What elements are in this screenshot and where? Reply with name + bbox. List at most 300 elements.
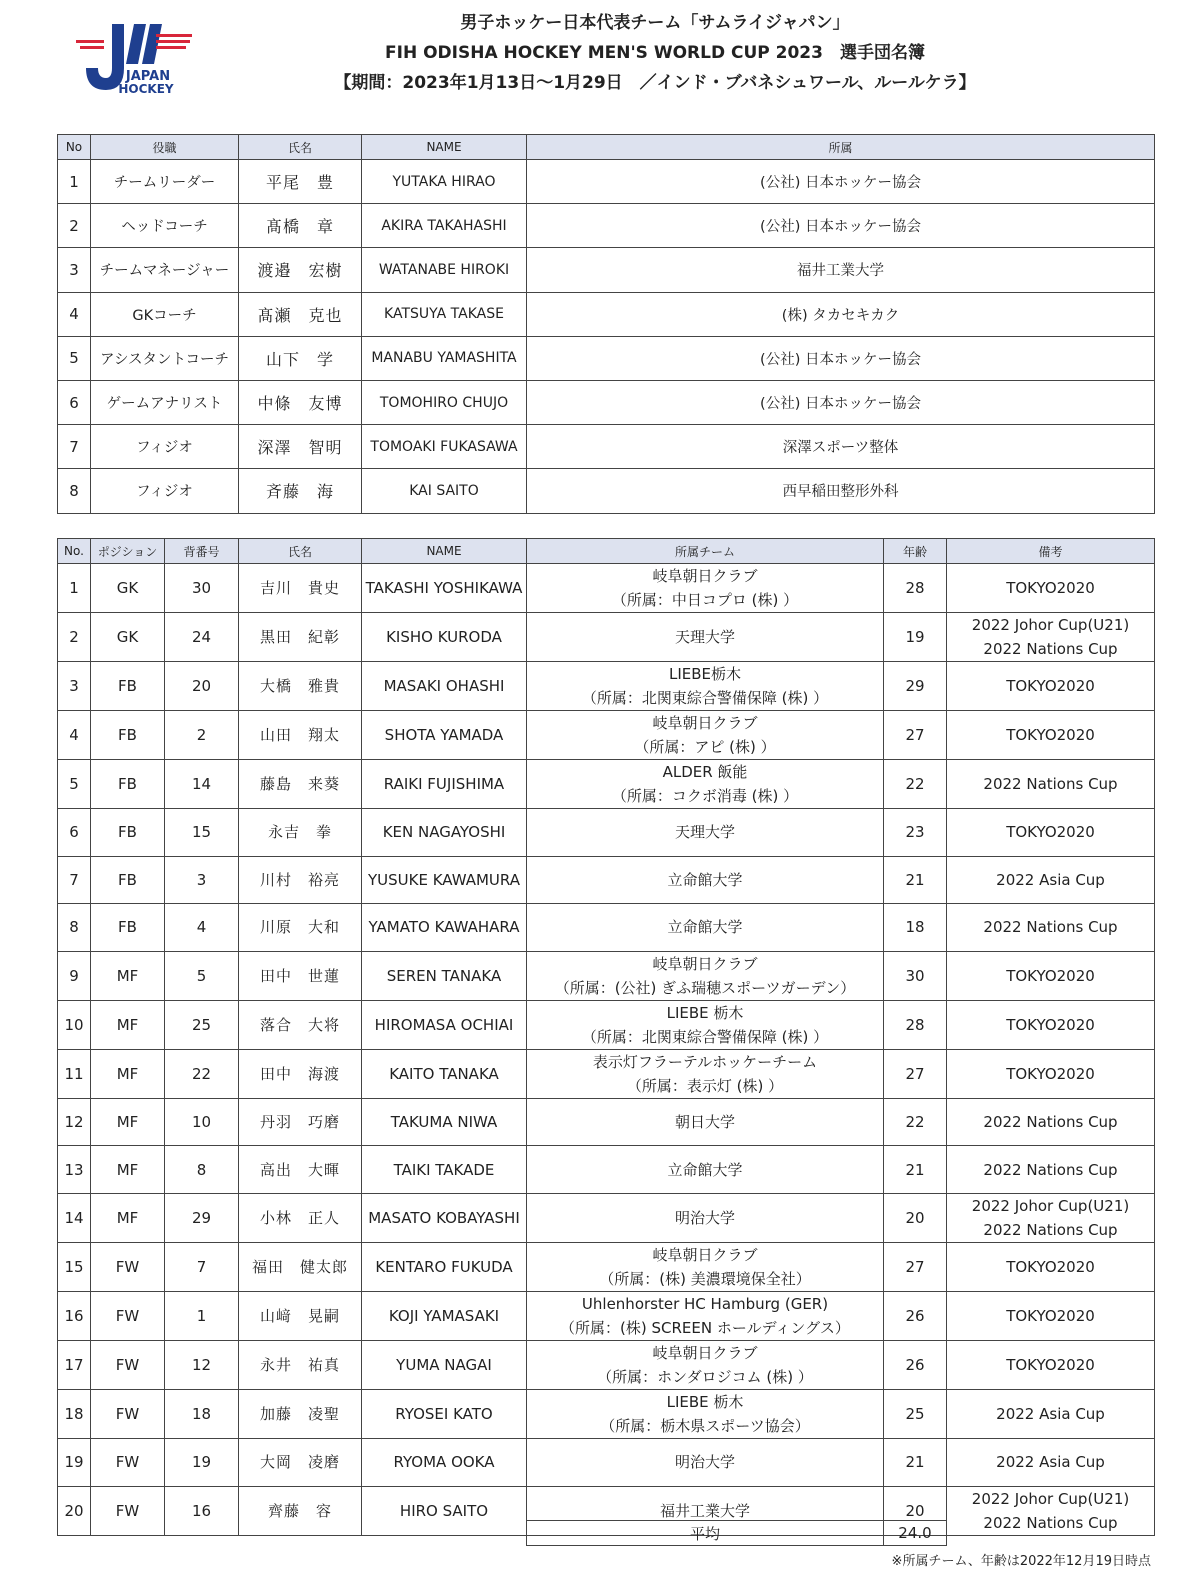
player-position: FB: [91, 760, 165, 809]
logo-text-line2: HOCKEY: [118, 82, 174, 96]
player-name-en: TAIKI TAKADE: [362, 1146, 527, 1194]
player-position: MF: [91, 951, 165, 1000]
player-name: 福田 健太郎: [239, 1242, 362, 1291]
player-remarks-line-1: 2022 Johor Cup(U21): [971, 1196, 1130, 1215]
player-name-en: TAKASHI YOSHIKAWA: [362, 564, 527, 613]
table-row: [58, 564, 1155, 613]
player-name: 高出 大暉: [239, 1146, 362, 1194]
player-team-line-1: LIEBE 栃木: [666, 1003, 744, 1022]
player-age: 19: [884, 613, 947, 662]
table-row: [58, 904, 1155, 952]
footnote: ※所属チーム、年齢は2022年12月19日時点: [891, 1554, 1151, 1569]
table-row: [58, 1291, 1155, 1340]
player-name-en: RAIKI FUJISHIMA: [362, 760, 527, 809]
player-no: 2: [58, 613, 91, 662]
player-name-en: SHOTA YAMADA: [362, 711, 527, 760]
player-name: 藤島 来葵: [239, 760, 362, 809]
player-age: 21: [884, 1438, 947, 1486]
player-name: 丹羽 巧磨: [239, 1098, 362, 1146]
player-name: 永井 祐真: [239, 1340, 362, 1389]
player-name-en: YUMA NAGAI: [362, 1340, 527, 1389]
player-name: 山﨑 晃嗣: [239, 1291, 362, 1340]
player-team: [527, 613, 884, 662]
player-team-line-1: 福井工業大学: [659, 1501, 750, 1520]
player-no: 18: [58, 1389, 91, 1438]
average-label: 平均: [527, 1521, 884, 1546]
staff-name-en: TOMOHIRO CHUJO: [362, 380, 527, 424]
player-no: 3: [58, 662, 91, 711]
player-position: FB: [91, 856, 165, 904]
staff-name: 髙橋 章: [239, 204, 362, 248]
staff-affiliation: (公社) 日本ホッケー協会: [527, 204, 1155, 248]
player-team-line-1: Uhlenhorster HC Hamburg (GER): [581, 1294, 829, 1313]
player-team: [527, 904, 884, 952]
player-position: FW: [91, 1242, 165, 1291]
staff-role: フィジオ: [91, 469, 239, 513]
average-value: 24.0: [884, 1521, 947, 1546]
player-team-line-1: 明治大学: [674, 1208, 735, 1227]
player-team: [527, 711, 884, 760]
player-no: 11: [58, 1049, 91, 1098]
average-row: [527, 1521, 947, 1546]
player-no: 16: [58, 1291, 91, 1340]
player-remarks: [947, 613, 1155, 662]
player-position: FW: [91, 1438, 165, 1486]
table-row: [58, 951, 1155, 1000]
player-remarks-line-1: 2022 Asia Cup: [996, 1453, 1105, 1472]
player-team-line-1: 岐阜朝日クラブ: [652, 954, 758, 973]
player-team: [527, 760, 884, 809]
player-team-line-1: 明治大学: [674, 1453, 735, 1472]
player-remarks: [947, 1146, 1155, 1194]
player-name: 永吉 拳: [239, 809, 362, 857]
player-team-line-1: 立命館大学: [667, 1160, 743, 1179]
player-team: [527, 809, 884, 857]
player-team-line-1: LIEBE 栃木: [666, 1392, 744, 1411]
player-position: FB: [91, 904, 165, 952]
staff-role: チームリーダー: [91, 160, 239, 204]
player-team-line-1: LIEBE栃木: [668, 665, 742, 683]
player-no: 10: [58, 1000, 91, 1049]
player-team: [527, 1389, 884, 1438]
player-team: [527, 1291, 884, 1340]
staff-header-role: 役職: [91, 135, 239, 160]
staff-no: 6: [58, 380, 91, 424]
staff-header-name: 氏名: [239, 135, 362, 160]
player-name: 小林 正人: [239, 1193, 362, 1242]
player-position: GK: [91, 564, 165, 613]
player-remarks-line-2: 2022 Nations Cup: [983, 640, 1118, 658]
player-number: 8: [165, 1146, 239, 1194]
staff-role: ヘッドコーチ: [91, 204, 239, 248]
table-row: [58, 1193, 1155, 1242]
player-position: MF: [91, 1146, 165, 1194]
player-remarks-line-1: TOKYO2020: [1006, 677, 1095, 695]
players-header-position: ポジション: [91, 539, 165, 564]
player-age: 22: [884, 1098, 947, 1146]
player-name-en: MASAKI OHASHI: [362, 662, 527, 711]
staff-affiliation: 西早稲田整形外科: [527, 469, 1155, 513]
player-team-line-1: 朝日大学: [674, 1113, 735, 1132]
player-name: 吉川 貴史: [239, 564, 362, 613]
player-remarks: [947, 1486, 1155, 1535]
player-name-en: TAKUMA NIWA: [362, 1098, 527, 1146]
staff-affiliation: 深澤スポーツ整体: [527, 425, 1155, 469]
player-remarks-line-1: TOKYO2020: [1006, 726, 1095, 744]
staff-name: 渡邉 宏樹: [239, 248, 362, 292]
staff-role: ゲームアナリスト: [91, 380, 239, 424]
player-remarks-line-1: TOKYO2020: [1006, 1064, 1095, 1083]
player-team-line-2: （所属：コクボ消毒 (株) ）: [611, 787, 799, 805]
player-name: 山田 翔太: [239, 711, 362, 760]
player-remarks-line-1: 2022 Nations Cup: [983, 1113, 1118, 1132]
player-remarks-line-1: TOKYO2020: [1006, 579, 1095, 597]
player-no: 20: [58, 1486, 91, 1535]
player-remarks-line-2: 2022 Nations Cup: [983, 1220, 1118, 1239]
table-row: [58, 204, 1155, 248]
staff-no: 7: [58, 425, 91, 469]
table-row: [58, 1049, 1155, 1098]
staff-role: フィジオ: [91, 425, 239, 469]
staff-name: 髙瀬 克也: [239, 292, 362, 336]
player-name-en: RYOSEI KATO: [362, 1389, 527, 1438]
player-number: 19: [165, 1438, 239, 1486]
table-row: [58, 1340, 1155, 1389]
player-no: 13: [58, 1146, 91, 1194]
player-remarks: [947, 1438, 1155, 1486]
player-age: 30: [884, 951, 947, 1000]
player-team-line-1: 天理大学: [674, 628, 735, 646]
player-name-en: HIRO SAITO: [362, 1486, 527, 1535]
staff-no: 2: [58, 204, 91, 248]
table-row: [58, 662, 1155, 711]
player-remarks-line-1: TOKYO2020: [1006, 1306, 1095, 1325]
player-name-en: KENTARO FUKUDA: [362, 1242, 527, 1291]
staff-header-row: [58, 135, 1155, 160]
player-team-line-2: （所属：アピ (株) ）: [634, 738, 776, 756]
title-line-3: 【期間：2023年1月13日～1月29日 ／インド・ブバネシュワール、ルールケラ】: [334, 73, 976, 93]
staff-affiliation: (株) タカセキカク: [527, 292, 1155, 336]
staff-role: GKコーチ: [91, 292, 239, 336]
player-team: [527, 1000, 884, 1049]
player-team: [527, 662, 884, 711]
player-name-en: YAMATO KAWAHARA: [362, 904, 527, 952]
player-name: 田中 世蓮: [239, 951, 362, 1000]
player-name: 齊藤 容: [239, 1486, 362, 1535]
player-age: 22: [884, 760, 947, 809]
player-age: 27: [884, 711, 947, 760]
players-header-row: [58, 539, 1155, 564]
player-name-en: SEREN TANAKA: [362, 951, 527, 1000]
player-number: 3: [165, 856, 239, 904]
player-name: 川村 裕亮: [239, 856, 362, 904]
staff-role: チームマネージャー: [91, 248, 239, 292]
player-name: 黒田 紀彰: [239, 613, 362, 662]
player-no: 19: [58, 1438, 91, 1486]
table-row: [58, 380, 1155, 424]
player-team-line-1: 立命館大学: [667, 870, 743, 889]
staff-no: 4: [58, 292, 91, 336]
player-name-en: HIROMASA OCHIAI: [362, 1000, 527, 1049]
table-row: [58, 1242, 1155, 1291]
staff-name-en: TOMOAKI FUKASAWA: [362, 425, 527, 469]
player-name-en: KISHO KURODA: [362, 613, 527, 662]
player-number: 12: [165, 1340, 239, 1389]
player-no: 1: [58, 564, 91, 613]
player-team-line-2: （所属：(株) SCREEN ホールディングス）: [560, 1318, 850, 1337]
title-line-1: 男子ホッケー日本代表チーム「サムライジャパン」: [460, 13, 850, 33]
player-age: 20: [884, 1486, 947, 1535]
player-age: 21: [884, 856, 947, 904]
staff-name: 中條 友博: [239, 380, 362, 424]
player-team-line-2: （所属：北関東綜合警備保障 (株) ）: [581, 1027, 829, 1046]
player-name-en: RYOMA OOKA: [362, 1438, 527, 1486]
player-age: 28: [884, 1000, 947, 1049]
staff-no: 5: [58, 336, 91, 380]
player-remarks: [947, 1291, 1155, 1340]
player-age: 25: [884, 1389, 947, 1438]
player-age: 26: [884, 1291, 947, 1340]
player-remarks: [947, 904, 1155, 952]
player-remarks: [947, 1000, 1155, 1049]
staff-affiliation: (公社) 日本ホッケー協会: [527, 380, 1155, 424]
player-remarks: [947, 809, 1155, 857]
staff-affiliation: (公社) 日本ホッケー協会: [527, 336, 1155, 380]
player-number: 7: [165, 1242, 239, 1291]
player-remarks: [947, 711, 1155, 760]
player-team-line-1: 表示灯フラーテルホッケーチーム: [592, 1052, 818, 1071]
player-remarks: [947, 760, 1155, 809]
player-name: 田中 海渡: [239, 1049, 362, 1098]
table-row: [58, 613, 1155, 662]
player-position: FB: [91, 711, 165, 760]
player-age: 29: [884, 662, 947, 711]
table-row: [58, 809, 1155, 857]
logo-text-line1: JAPAN: [125, 69, 171, 84]
title-line-2: FIH ODISHA HOCKEY MEN'S WORLD CUP 2023 選手団名簿: [385, 43, 925, 63]
player-number: 18: [165, 1389, 239, 1438]
staff-name: 斉藤 海: [239, 469, 362, 513]
staff-name-en: WATANABE HIROKI: [362, 248, 527, 292]
table-row: [58, 469, 1155, 513]
player-number: 20: [165, 662, 239, 711]
players-header-team: 所属チーム: [527, 539, 884, 564]
table-row: [58, 336, 1155, 380]
player-number: 4: [165, 904, 239, 952]
player-remarks-line-1: 2022 Johor Cup(U21): [971, 1489, 1130, 1508]
player-position: MF: [91, 1000, 165, 1049]
table-row: [58, 1098, 1155, 1146]
table-row: [58, 760, 1155, 809]
player-remarks-line-1: TOKYO2020: [1006, 966, 1095, 985]
player-number: 16: [165, 1486, 239, 1535]
player-team: [527, 856, 884, 904]
player-name: 落合 大将: [239, 1000, 362, 1049]
player-position: GK: [91, 613, 165, 662]
players-header-remarks: 備考: [947, 539, 1155, 564]
table-row: [58, 1146, 1155, 1194]
player-team-line-1: 岐阜朝日クラブ: [652, 1245, 758, 1264]
player-team: [527, 1242, 884, 1291]
player-number: 5: [165, 951, 239, 1000]
staff-no: 8: [58, 469, 91, 513]
player-team: [527, 1193, 884, 1242]
player-number: 15: [165, 809, 239, 857]
players-header-age: 年齢: [884, 539, 947, 564]
player-no: 17: [58, 1340, 91, 1389]
average-table: [526, 1520, 947, 1546]
player-name-en: KOJI YAMASAKI: [362, 1291, 527, 1340]
player-remarks: [947, 1389, 1155, 1438]
table-row: [58, 1438, 1155, 1486]
player-remarks: [947, 662, 1155, 711]
player-remarks: [947, 951, 1155, 1000]
player-no: 7: [58, 856, 91, 904]
player-no: 12: [58, 1098, 91, 1146]
player-team: [527, 1438, 884, 1486]
player-name-en: KAITO TANAKA: [362, 1049, 527, 1098]
staff-no: 3: [58, 248, 91, 292]
player-no: 8: [58, 904, 91, 952]
player-team: [527, 951, 884, 1000]
table-row: [58, 711, 1155, 760]
player-team-line-1: 岐阜朝日クラブ: [652, 567, 758, 585]
player-name-en: MASATO KOBAYASHI: [362, 1193, 527, 1242]
player-remarks: [947, 564, 1155, 613]
player-remarks-line-1: 2022 Nations Cup: [983, 918, 1118, 937]
table-row: [58, 160, 1155, 204]
player-remarks-line-1: 2022 Nations Cup: [983, 775, 1118, 793]
staff-header-name-en: NAME: [362, 135, 527, 160]
player-no: 14: [58, 1193, 91, 1242]
staff-name: 深澤 智明: [239, 425, 362, 469]
player-team-line-1: 岐阜朝日クラブ: [652, 1343, 758, 1362]
player-team-line-2: （所属：表示灯 (株) ）: [626, 1076, 784, 1095]
player-no: 4: [58, 711, 91, 760]
players-table: [57, 538, 1155, 1536]
staff-name-en: KAI SAITO: [362, 469, 527, 513]
player-number: 29: [165, 1193, 239, 1242]
player-position: MF: [91, 1193, 165, 1242]
player-position: FW: [91, 1291, 165, 1340]
player-remarks-line-1: 2022 Asia Cup: [996, 870, 1105, 889]
japan-hockey-logo: [76, 18, 200, 96]
player-age: 18: [884, 904, 947, 952]
player-number: 10: [165, 1098, 239, 1146]
player-team: [527, 1049, 884, 1098]
player-name: 川原 大和: [239, 904, 362, 952]
staff-affiliation: 福井工業大学: [527, 248, 1155, 292]
player-team-line-1: 立命館大学: [667, 918, 743, 937]
staff-header-affiliation: 所属: [527, 135, 1155, 160]
player-team: [527, 1146, 884, 1194]
player-team-line-2: （所属：ホンダロジコム (株) ）: [597, 1367, 813, 1386]
player-position: FB: [91, 662, 165, 711]
player-team-line-2: （所属：(株) 美濃環境保全社）: [599, 1269, 811, 1288]
player-age: 21: [884, 1146, 947, 1194]
player-position: FW: [91, 1486, 165, 1535]
player-team-line-1: 岐阜朝日クラブ: [652, 714, 758, 732]
player-remarks-line-1: TOKYO2020: [1006, 1257, 1095, 1276]
player-no: 15: [58, 1242, 91, 1291]
table-row: [58, 425, 1155, 469]
player-remarks: [947, 1242, 1155, 1291]
player-name-en: KEN NAGAYOSHI: [362, 809, 527, 857]
table-row: [58, 1000, 1155, 1049]
player-age: 23: [884, 809, 947, 857]
player-age: 26: [884, 1340, 947, 1389]
player-number: 22: [165, 1049, 239, 1098]
staff-name-en: MANABU YAMASHITA: [362, 336, 527, 380]
staff-name: 平尾 豊: [239, 160, 362, 204]
player-age: 27: [884, 1049, 947, 1098]
players-header-name-en: NAME: [362, 539, 527, 564]
player-number: 14: [165, 760, 239, 809]
player-remarks-line-1: 2022 Nations Cup: [983, 1160, 1118, 1179]
staff-table: [57, 134, 1155, 514]
player-team: [527, 1340, 884, 1389]
player-name: 加藤 凌聖: [239, 1389, 362, 1438]
staff-no: 1: [58, 160, 91, 204]
player-number: 25: [165, 1000, 239, 1049]
staff-affiliation: (公社) 日本ホッケー協会: [527, 160, 1155, 204]
player-team-line-2: （所属：(公社) ぎふ瑞穂スポーツガーデン）: [554, 978, 856, 997]
player-number: 2: [165, 711, 239, 760]
player-remarks-line-1: 2022 Johor Cup(U21): [971, 616, 1130, 634]
player-remarks: [947, 1340, 1155, 1389]
player-team-line-2: （所属：北関東綜合警備保障 (株) ）: [581, 689, 829, 707]
staff-name: 山下 学: [239, 336, 362, 380]
player-team-line-2: （所属：中日コプロ (株) ）: [611, 591, 799, 609]
player-remarks-line-1: 2022 Asia Cup: [996, 1404, 1105, 1423]
player-no: 5: [58, 760, 91, 809]
player-position: FB: [91, 809, 165, 857]
player-team-line-1: ALDER 飯能: [662, 763, 748, 781]
players-header-number: 背番号: [165, 539, 239, 564]
player-remarks: [947, 1193, 1155, 1242]
player-team: [527, 1098, 884, 1146]
player-number: 24: [165, 613, 239, 662]
player-position: FW: [91, 1340, 165, 1389]
player-team: [527, 564, 884, 613]
player-number: 1: [165, 1291, 239, 1340]
players-header-name: 氏名: [239, 539, 362, 564]
player-remarks-line-1: TOKYO2020: [1006, 823, 1095, 842]
staff-name-en: KATSUYA TAKASE: [362, 292, 527, 336]
table-row: [58, 292, 1155, 336]
player-name: 大橋 雅貴: [239, 662, 362, 711]
player-remarks: [947, 856, 1155, 904]
players-header-no: No.: [58, 539, 91, 564]
staff-name-en: YUTAKA HIRAO: [362, 160, 527, 204]
staff-header-no: No: [58, 135, 91, 160]
player-team-line-2: （所属：栃木県スポーツ協会）: [600, 1416, 810, 1435]
player-no: 6: [58, 809, 91, 857]
player-team-line-1: 天理大学: [674, 823, 735, 842]
table-row: [58, 856, 1155, 904]
player-remarks: [947, 1049, 1155, 1098]
table-row: [58, 248, 1155, 292]
table-row: [58, 1389, 1155, 1438]
player-age: 27: [884, 1242, 947, 1291]
player-number: 30: [165, 564, 239, 613]
player-age: 20: [884, 1193, 947, 1242]
player-no: 9: [58, 951, 91, 1000]
document-title-block: [200, 8, 1110, 98]
player-position: MF: [91, 1098, 165, 1146]
player-remarks: [947, 1098, 1155, 1146]
player-remarks-line-1: TOKYO2020: [1006, 1355, 1095, 1374]
